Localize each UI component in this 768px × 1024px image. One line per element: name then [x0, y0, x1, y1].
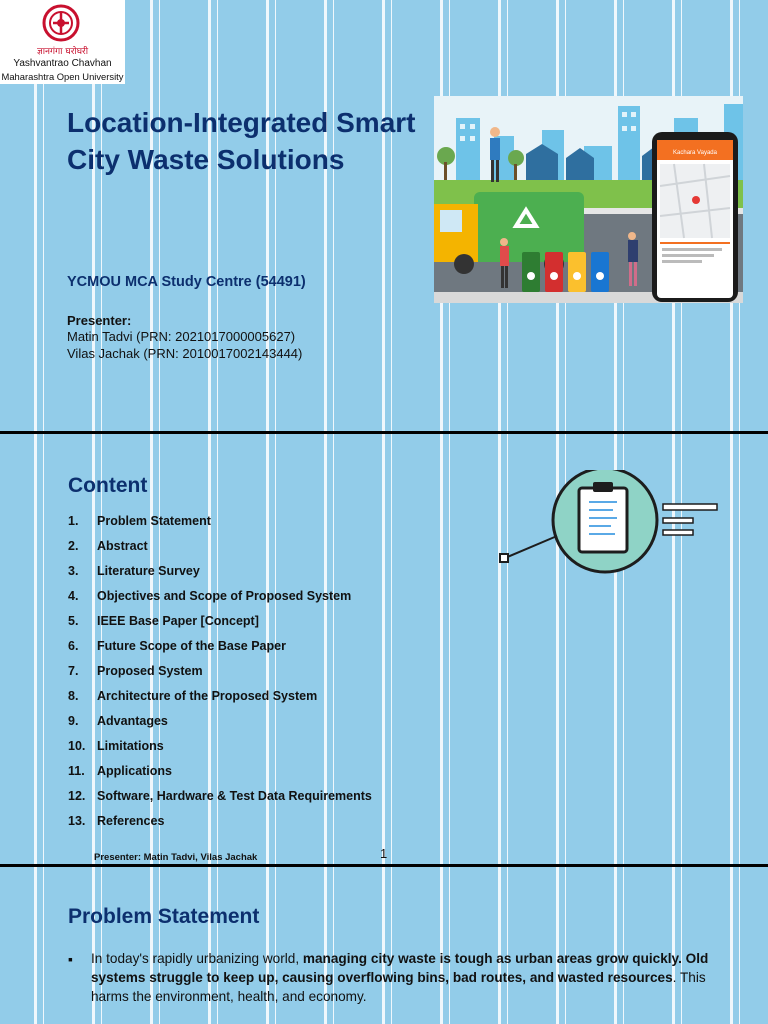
presenter-2: Vilas Jachak (PRN: 2010017002143444): [67, 346, 303, 361]
bullet-icon: ▪: [68, 951, 73, 967]
title-slide: [0, 0, 768, 431]
logo-line-2: Maharashtra Open University: [1, 71, 124, 82]
presentation-title: Location-Integrated Smart City Waste Solutions: [67, 107, 416, 175]
list-item: 5. IEEE Base Paper [Concept]: [68, 614, 259, 628]
svg-text:Kachara Vayada: Kachara Vayada: [673, 150, 717, 156]
page-number: 1: [380, 846, 388, 861]
list-item: 6. Future Scope of the Base Paper: [68, 639, 286, 653]
list-item: 3. Literature Survey: [68, 564, 200, 578]
list-item: 11. Applications: [68, 764, 173, 778]
list-item: 1. Problem Statement: [68, 514, 211, 528]
clipboard-icon: [495, 470, 725, 602]
study-centre: YCMOU MCA Study Centre (54491): [67, 274, 306, 290]
list-item: 4. Objectives and Scope of Proposed System: [68, 589, 352, 603]
contents-slide: [0, 434, 768, 864]
presenter-1: Matin Tadvi (PRN: 2021017000005627): [67, 329, 296, 344]
content-heading: Content: [68, 474, 148, 497]
smart-city-waste-illustration: [434, 96, 743, 303]
logo-line-1: Yashvantrao Chavhan: [13, 58, 112, 69]
list-item: 7. Proposed System: [68, 664, 203, 678]
list-item: 8. Architecture of the Proposed System: [68, 689, 318, 703]
list-item: 12. Software, Hardware & Test Data Requirements: [68, 789, 372, 803]
list-item: 9. Advantages: [68, 714, 168, 728]
logo-motto: ज्ञानगंगा घरोघरी: [36, 47, 89, 57]
problem-statement-heading: Problem Statement: [68, 905, 260, 928]
problem-statement-text: In today's rapidly urbanizing world, managing city waste is tough as urban areas grow quickly. Old systems struggle to keep up, causing overflowing bins, bad routes, and wasted resources. This harms the environment, health, and economy.: [91, 951, 709, 1004]
table-of-contents: [68, 514, 372, 839]
ycmou-emblem-icon: [42, 4, 80, 42]
phone-map-icon: [652, 132, 738, 302]
list-item: 13. References: [68, 814, 165, 828]
presenter-label: Presenter:: [67, 313, 132, 328]
list-item: 10. Limitations: [68, 739, 164, 753]
problem-statement-slide: [0, 867, 768, 1024]
list-item: 2. Abstract: [68, 539, 148, 553]
university-logo: [0, 0, 125, 84]
footer-presenters: Presenter: Matin Tadvi, Vilas Jachak: [94, 852, 258, 863]
